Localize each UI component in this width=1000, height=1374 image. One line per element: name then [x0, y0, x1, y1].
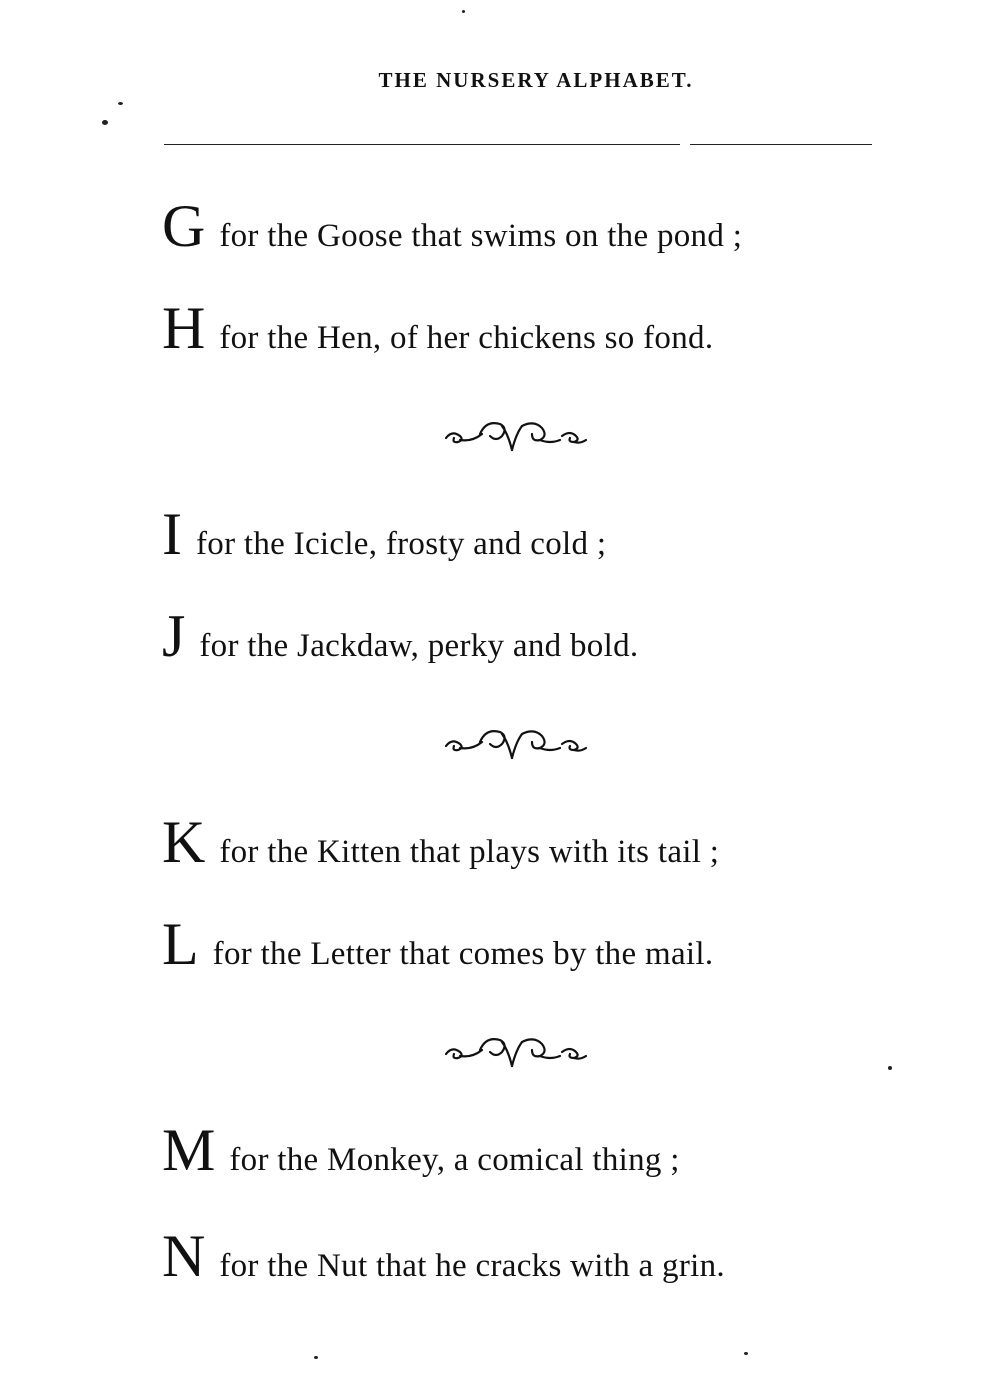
- print-speck: [888, 1066, 892, 1070]
- initial-letter: H: [162, 295, 206, 361]
- verse-text: for the Jackdaw, perky and bold.: [199, 628, 639, 664]
- verse-line-g: [162, 193, 743, 259]
- verse-text: for the Letter that comes by the mail.: [212, 936, 714, 972]
- verse-text: for the Nut that he cracks with a grin.: [219, 1248, 725, 1284]
- header-rule-right: [690, 144, 872, 145]
- running-header: THE NURSERY ALPHABET.: [378, 68, 694, 92]
- verse-text: for the Icicle, frosty and cold ;: [195, 526, 607, 562]
- verse-text: for the Hen, of her chickens so fond.: [219, 320, 714, 356]
- initial-letter: N: [162, 1223, 206, 1289]
- initial-letter: K: [162, 809, 206, 875]
- verse-line-n: [162, 1223, 725, 1289]
- print-speck: [314, 1356, 318, 1359]
- verse-line-j: [162, 603, 639, 669]
- verse-line-i: [162, 501, 607, 567]
- floral-scroll-ornament-icon: [440, 414, 592, 454]
- verse-line-l: [162, 911, 714, 977]
- initial-letter: G: [162, 193, 206, 259]
- initial-letter: M: [162, 1117, 216, 1183]
- verse-line-m: [162, 1117, 680, 1183]
- print-speck: [118, 102, 123, 105]
- verse-line-k: [162, 809, 720, 875]
- initial-letter: I: [162, 501, 182, 567]
- verse-text: for the Goose that swims on the pond ;: [219, 218, 743, 254]
- verse-line-h: [162, 295, 714, 361]
- floral-scroll-ornament-icon: [440, 1030, 592, 1070]
- initial-letter: L: [162, 911, 199, 977]
- print-speck: [102, 120, 108, 125]
- verse-text: for the Monkey, a comical thing ;: [229, 1142, 680, 1178]
- verse-text: for the Kitten that plays with its tail ;: [219, 834, 720, 870]
- floral-scroll-ornament-icon: [440, 722, 592, 762]
- print-speck: [462, 10, 465, 13]
- initial-letter: J: [162, 603, 186, 669]
- header-rule-left: [164, 144, 680, 145]
- print-speck: [744, 1352, 748, 1355]
